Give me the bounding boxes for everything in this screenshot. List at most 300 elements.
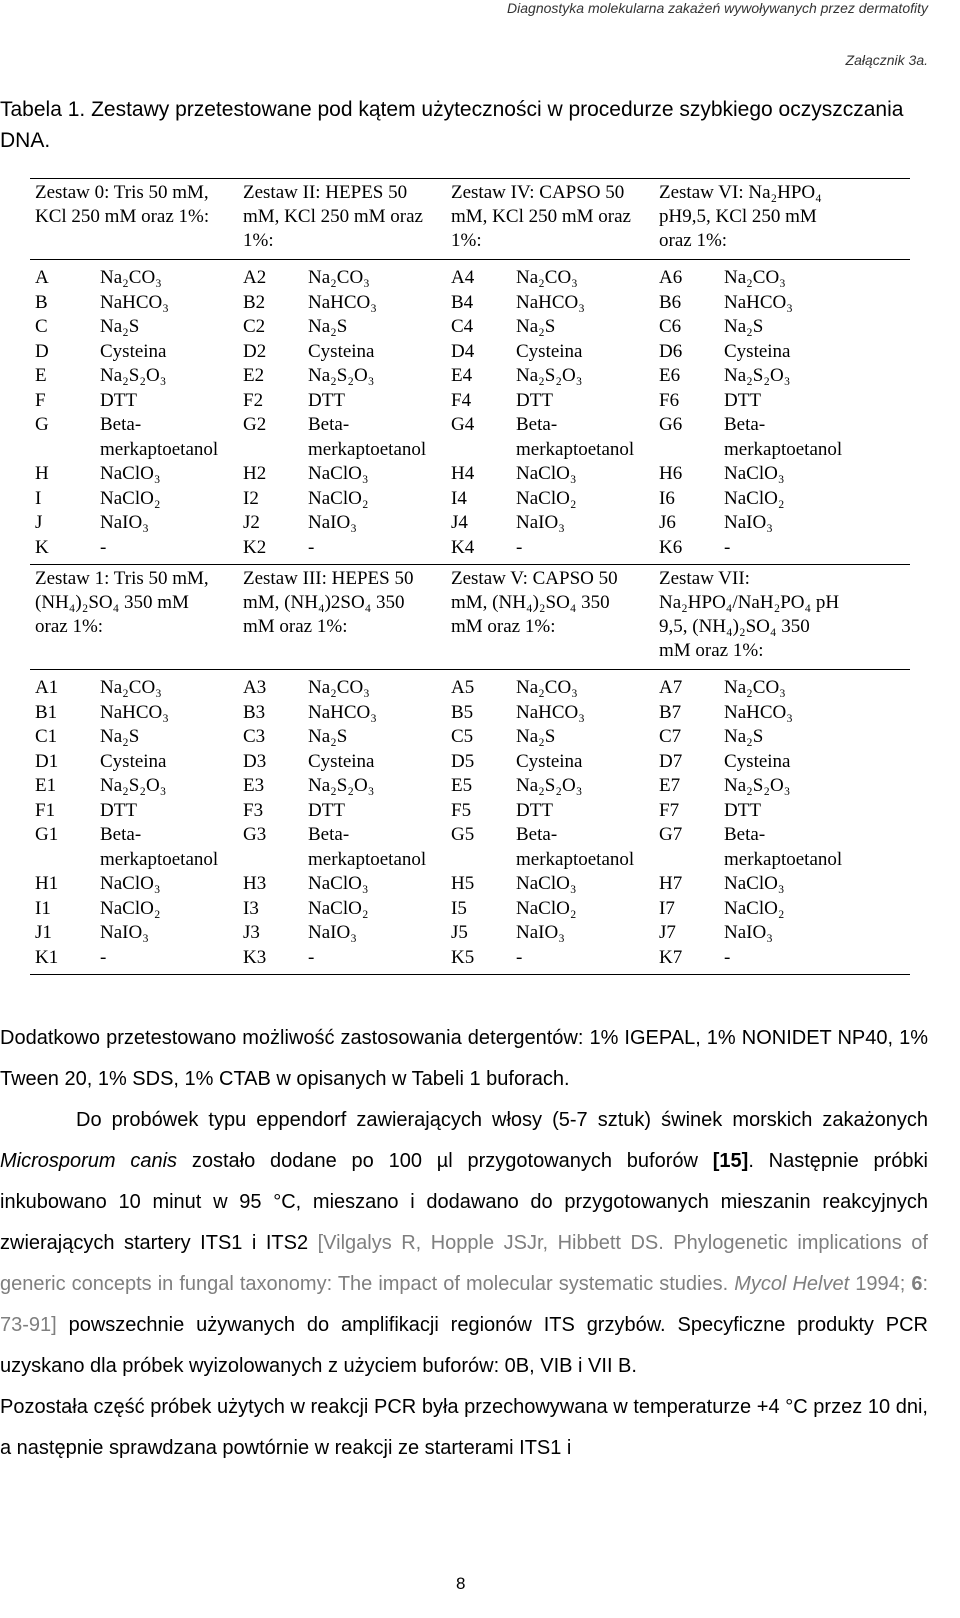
sample-code: D3 bbox=[243, 750, 267, 772]
table-row bbox=[238, 823, 446, 872]
reagent: NaClO₃ bbox=[516, 873, 577, 894]
reagent: - bbox=[516, 536, 523, 558]
reagent: NaIO₃ bbox=[100, 512, 149, 533]
sample-code: F3 bbox=[243, 799, 264, 821]
table-row bbox=[654, 462, 862, 487]
set-column bbox=[30, 676, 238, 970]
sample-code: B1 bbox=[35, 701, 58, 723]
table-row bbox=[238, 701, 446, 726]
table-row bbox=[30, 487, 238, 512]
table-row bbox=[654, 389, 862, 414]
table-row bbox=[238, 315, 446, 340]
table-row bbox=[238, 413, 446, 462]
sample-code: C5 bbox=[451, 726, 474, 747]
table-row bbox=[654, 823, 862, 872]
reagent: NaHCO₃ bbox=[724, 701, 793, 723]
sample-code: H1 bbox=[35, 873, 59, 894]
reagent: Na₂S bbox=[516, 726, 556, 747]
sample-code: K bbox=[35, 536, 49, 558]
table-body bbox=[30, 259, 910, 564]
reagent: NaIO₃ bbox=[724, 922, 773, 943]
sample-code: K2 bbox=[243, 536, 267, 558]
table-row bbox=[446, 291, 654, 316]
sample-code: A1 bbox=[35, 677, 59, 698]
reagent: Na₂CO₃ bbox=[100, 677, 162, 698]
reagent: Na₂S₂O₃ bbox=[308, 775, 375, 796]
table-row bbox=[446, 340, 654, 365]
table-row bbox=[446, 462, 654, 487]
sample-code: F1 bbox=[35, 799, 56, 821]
sample-code: B2 bbox=[243, 291, 266, 313]
sample-code: J3 bbox=[243, 922, 260, 943]
sample-code: B6 bbox=[659, 291, 682, 313]
sample-code: D4 bbox=[451, 340, 475, 362]
table-row bbox=[30, 511, 238, 536]
sample-code: E5 bbox=[451, 775, 473, 796]
table-row bbox=[654, 315, 862, 340]
sample-code: D bbox=[35, 340, 49, 362]
reagent: NaIO₃ bbox=[100, 922, 149, 943]
sample-code: E2 bbox=[243, 365, 265, 386]
sample-code: D6 bbox=[659, 340, 683, 362]
sample-code: G7 bbox=[659, 824, 683, 845]
reagent: DTT bbox=[308, 389, 345, 411]
reagent: - bbox=[516, 946, 523, 968]
table-row bbox=[238, 487, 446, 512]
reagent: Na₂S₂O₃ bbox=[308, 365, 375, 386]
reagent: NaClO₃ bbox=[724, 873, 785, 894]
sample-code: H5 bbox=[451, 873, 475, 894]
table-row bbox=[446, 872, 654, 897]
table-row bbox=[446, 266, 654, 291]
reagent: - bbox=[724, 946, 731, 968]
table-row bbox=[654, 897, 862, 922]
sample-code: C3 bbox=[243, 726, 266, 747]
set-column bbox=[238, 676, 446, 970]
reagent: - bbox=[308, 946, 315, 968]
reagent: NaIO₃ bbox=[516, 512, 565, 533]
reagent: DTT bbox=[516, 389, 553, 411]
procedure-text: zostało dodane po 100 µl przygotowanych buforów bbox=[177, 1150, 713, 1172]
set-column bbox=[654, 676, 862, 970]
sample-code: E4 bbox=[451, 365, 473, 386]
reagent: Beta-merkaptoetanol bbox=[724, 824, 843, 870]
reagent: NaClO₃ bbox=[516, 463, 577, 484]
table-row bbox=[654, 921, 862, 946]
reagent: NaClO₃ bbox=[100, 873, 161, 894]
reagent: Na₂S bbox=[724, 316, 764, 337]
sample-code: K5 bbox=[451, 946, 475, 968]
set-header: Zestaw 1: Tris 50 mM, (NH₄)₂SO₄ 350 mM oraz 1%: bbox=[35, 568, 209, 637]
table-row bbox=[446, 701, 654, 726]
sample-code: B5 bbox=[451, 701, 474, 723]
sample-code: A4 bbox=[451, 267, 475, 288]
reagent: Na₂CO₃ bbox=[516, 267, 578, 288]
table-row bbox=[238, 799, 446, 824]
table-row bbox=[654, 364, 862, 389]
table-row bbox=[238, 291, 446, 316]
reagent: NaClO₂ bbox=[724, 487, 785, 509]
reagent: - bbox=[308, 536, 315, 558]
sample-code: D5 bbox=[451, 750, 475, 772]
reagent: Beta-merkaptoetanol bbox=[516, 414, 635, 460]
table-row bbox=[30, 823, 238, 872]
table-row bbox=[446, 389, 654, 414]
reagent: Cysteina bbox=[100, 340, 167, 362]
sample-code: J4 bbox=[451, 512, 468, 533]
reagent: Na₂S bbox=[100, 726, 140, 747]
reagent: Na₂S₂O₃ bbox=[516, 365, 583, 386]
table-row bbox=[30, 897, 238, 922]
reagent: Beta-merkaptoetanol bbox=[308, 824, 427, 870]
reagent: NaClO₃ bbox=[308, 873, 369, 894]
table-caption: Tabela 1. Zestawy przetestowane pod kątem użyteczności w procedurze szybkiego oczyszczania DNA. bbox=[0, 98, 904, 152]
reagent: NaClO₃ bbox=[724, 463, 785, 484]
reagent: NaClO₂ bbox=[516, 897, 577, 919]
table-row bbox=[446, 413, 654, 462]
table-row bbox=[30, 774, 238, 799]
paragraph-storage: Pozostała część próbek użytych w reakcji PCR była przechowywana w temperaturze +4 °C przez 10 dni, a następnie sprawdzana powtórnie w reakcji ze starterami ITS1 i bbox=[0, 1396, 928, 1459]
sample-code: E3 bbox=[243, 775, 265, 796]
sample-code: F bbox=[35, 389, 46, 411]
reagent: Na₂CO₃ bbox=[308, 267, 370, 288]
table-row bbox=[30, 921, 238, 946]
sample-code: A3 bbox=[243, 677, 267, 698]
reagent: NaHCO₃ bbox=[516, 291, 585, 313]
table-row bbox=[654, 774, 862, 799]
sample-code: A7 bbox=[659, 677, 683, 698]
procedure-text: powszechnie używanych do amplifikacji regionów ITS grzybów. Specyficzne produkty PCR uzyskano dla próbek wyizolowanych z użyciem buforów: 0B, VIB i VII B. bbox=[0, 1314, 928, 1377]
reference-text: [Vilgalys R, Hopple JSJr, Hibbett DS. Phylogenetic implications of generic concepts in fungal taxonomy: The impact of molecular systematic studies. bbox=[0, 1232, 928, 1295]
reagent: Beta-merkaptoetanol bbox=[308, 414, 427, 460]
reagent: NaIO₃ bbox=[308, 922, 357, 943]
set-header: Zestaw VII: Na₂HPO₄/NaH₂PO₄ pH 9,5, (NH₄)₂SO₄ 350 mM oraz 1%: bbox=[659, 568, 840, 661]
table-body bbox=[30, 669, 910, 974]
sample-code: F7 bbox=[659, 799, 680, 821]
sample-code: C bbox=[35, 316, 48, 337]
sample-code: K4 bbox=[451, 536, 475, 558]
sample-code: G2 bbox=[243, 414, 267, 435]
table-row bbox=[446, 487, 654, 512]
sample-code: G bbox=[35, 414, 49, 435]
sample-code: I4 bbox=[451, 487, 467, 509]
sample-code: H6 bbox=[659, 463, 683, 484]
sample-code: G3 bbox=[243, 824, 267, 845]
sample-code: I bbox=[35, 487, 42, 509]
table-row bbox=[238, 774, 446, 799]
table-row bbox=[446, 364, 654, 389]
reagent: DTT bbox=[100, 389, 137, 411]
running-header-title: Diagnostyka molekularna zakażeń wywoływanych przez dermatofity bbox=[507, 0, 928, 16]
table-row bbox=[238, 921, 446, 946]
table-row bbox=[654, 750, 862, 775]
reagent: NaClO₂ bbox=[100, 487, 161, 509]
reagent: Na₂S bbox=[100, 316, 140, 337]
sample-code: K7 bbox=[659, 946, 683, 968]
table-row bbox=[238, 340, 446, 365]
table-row bbox=[446, 315, 654, 340]
reagent: Na₂CO₃ bbox=[724, 267, 786, 288]
sample-code: I1 bbox=[35, 897, 51, 919]
table-row bbox=[446, 536, 654, 561]
sample-code: A5 bbox=[451, 677, 475, 698]
table-row bbox=[30, 701, 238, 726]
table-row bbox=[30, 725, 238, 750]
reagent: NaHCO₃ bbox=[516, 701, 585, 723]
reagent: Na₂S₂O₃ bbox=[724, 775, 791, 796]
sample-code: D7 bbox=[659, 750, 683, 772]
table-row bbox=[654, 413, 862, 462]
reagent: Cysteina bbox=[308, 340, 375, 362]
reagent: NaHCO₃ bbox=[724, 291, 793, 313]
reagent: NaClO₂ bbox=[516, 487, 577, 509]
sample-code: B4 bbox=[451, 291, 474, 313]
table-row bbox=[238, 511, 446, 536]
species-name: Microsporum canis bbox=[0, 1150, 178, 1172]
table-row bbox=[654, 946, 862, 971]
sample-code: G6 bbox=[659, 414, 683, 435]
table-row bbox=[30, 340, 238, 365]
reagent: Cysteina bbox=[516, 750, 583, 772]
table-row bbox=[30, 750, 238, 775]
sample-code: C4 bbox=[451, 316, 474, 337]
reagent: NaClO₂ bbox=[100, 897, 161, 919]
sample-code: J5 bbox=[451, 922, 468, 943]
sample-code: B3 bbox=[243, 701, 266, 723]
table-row bbox=[30, 266, 238, 291]
reagent: NaIO₃ bbox=[724, 512, 773, 533]
sample-code: H4 bbox=[451, 463, 475, 484]
sample-code: I7 bbox=[659, 897, 675, 919]
table-row bbox=[654, 872, 862, 897]
sample-code: C7 bbox=[659, 726, 682, 747]
sample-code: I3 bbox=[243, 897, 259, 919]
sample-code: E1 bbox=[35, 775, 57, 796]
table-row bbox=[30, 389, 238, 414]
sample-code: G1 bbox=[35, 824, 59, 845]
set-column bbox=[238, 266, 446, 560]
reagent: Cysteina bbox=[516, 340, 583, 362]
reagent: DTT bbox=[100, 799, 137, 821]
sample-code: F4 bbox=[451, 389, 472, 411]
reagent: NaHCO₃ bbox=[100, 291, 169, 313]
reagent: Na₂S₂O₃ bbox=[100, 365, 167, 386]
reagent: NaClO₂ bbox=[308, 487, 369, 509]
paragraph-procedure bbox=[0, 1100, 928, 1387]
sample-code: G4 bbox=[451, 414, 475, 435]
sample-code: J2 bbox=[243, 512, 260, 533]
sample-code: C6 bbox=[659, 316, 682, 337]
table-row bbox=[446, 750, 654, 775]
reagent: - bbox=[100, 536, 107, 558]
table-row bbox=[30, 946, 238, 971]
reagent: Na₂S bbox=[724, 726, 764, 747]
table-row bbox=[30, 413, 238, 462]
reagent: Cysteina bbox=[724, 340, 791, 362]
table-row bbox=[654, 266, 862, 291]
set-column bbox=[446, 266, 654, 560]
reagent: Na₂CO₃ bbox=[516, 677, 578, 698]
reagent: NaIO₃ bbox=[308, 512, 357, 533]
sample-code: D1 bbox=[35, 750, 59, 772]
sample-code: E6 bbox=[659, 365, 681, 386]
body-text bbox=[0, 1018, 928, 1469]
reagent: Na₂S bbox=[516, 316, 556, 337]
table-row bbox=[446, 676, 654, 701]
reagent: Beta-merkaptoetanol bbox=[516, 824, 635, 870]
sample-code: J6 bbox=[659, 512, 676, 533]
reagent: NaClO₂ bbox=[724, 897, 785, 919]
table-row bbox=[238, 364, 446, 389]
reagent: Beta-merkaptoetanol bbox=[724, 414, 843, 460]
table-row bbox=[654, 676, 862, 701]
procedure-text: . Następnie próbki inkubowano 10 minut w 95 °C, mieszano i dodawano do przygotowanych mieszanin reakcyjnych zwierających startery ITS1 i ITS2 bbox=[0, 1150, 928, 1254]
buffer-sets-table bbox=[30, 178, 910, 975]
table-row bbox=[654, 536, 862, 561]
sample-code: C1 bbox=[35, 726, 58, 747]
reagent: Na₂S bbox=[308, 726, 348, 747]
reagent: Na₂CO₃ bbox=[100, 267, 162, 288]
table-row bbox=[30, 291, 238, 316]
table-row bbox=[446, 725, 654, 750]
paragraph-detergents: Dodatkowo przetestowano możliwość zastosowania detergentów: 1% IGEPAL, 1% NONIDET NP40, 1% Tween 20, 1% SDS, 1% CTAB w opisanych w Tabeli 1 buforach. bbox=[0, 1027, 928, 1090]
table-row bbox=[238, 536, 446, 561]
page-number: 8 bbox=[456, 1574, 466, 1593]
table-row bbox=[446, 774, 654, 799]
table-header-row bbox=[30, 564, 910, 669]
sample-code: I6 bbox=[659, 487, 675, 509]
table-row bbox=[238, 725, 446, 750]
table-row bbox=[654, 725, 862, 750]
reagent: NaHCO₃ bbox=[100, 701, 169, 723]
sample-code: A6 bbox=[659, 267, 683, 288]
table-row bbox=[238, 389, 446, 414]
sample-code: H7 bbox=[659, 873, 683, 894]
sample-code: G5 bbox=[451, 824, 475, 845]
sample-code: I2 bbox=[243, 487, 259, 509]
reference-journal: Mycol Helvet bbox=[734, 1273, 850, 1295]
table-row bbox=[446, 511, 654, 536]
reagent: Na₂S bbox=[308, 316, 348, 337]
reagent: DTT bbox=[724, 799, 761, 821]
procedure-text: Do probówek typu eppendorf zawierających włosy (5-7 sztuk) świnek morskich zakażonych bbox=[76, 1109, 928, 1131]
reagent: DTT bbox=[516, 799, 553, 821]
sample-code: F2 bbox=[243, 389, 264, 411]
reagent: DTT bbox=[308, 799, 345, 821]
table-row bbox=[654, 701, 862, 726]
reagent: Na₂S₂O₃ bbox=[100, 775, 167, 796]
table-header-row bbox=[30, 179, 910, 259]
set-column bbox=[30, 266, 238, 560]
table-row bbox=[30, 676, 238, 701]
sample-code: E bbox=[35, 365, 47, 386]
set-column bbox=[446, 676, 654, 970]
reagent: NaClO₃ bbox=[308, 463, 369, 484]
sample-code: F5 bbox=[451, 799, 472, 821]
sample-code: K3 bbox=[243, 946, 267, 968]
table-row bbox=[30, 799, 238, 824]
table-row bbox=[30, 315, 238, 340]
reagent: NaIO₃ bbox=[516, 922, 565, 943]
sample-code: J7 bbox=[659, 922, 676, 943]
table-row bbox=[654, 487, 862, 512]
table-row bbox=[30, 364, 238, 389]
sample-code: I5 bbox=[451, 897, 467, 919]
reference-volume: 6 bbox=[911, 1273, 923, 1295]
sample-code: A bbox=[35, 267, 49, 288]
reagent: NaHCO₃ bbox=[308, 701, 377, 723]
table-row bbox=[654, 511, 862, 536]
sample-code: K6 bbox=[659, 536, 683, 558]
table-row bbox=[238, 462, 446, 487]
table-row bbox=[30, 536, 238, 561]
table-row bbox=[446, 897, 654, 922]
sample-code: H bbox=[35, 463, 49, 484]
table-row bbox=[238, 872, 446, 897]
sample-code: C2 bbox=[243, 316, 266, 337]
set-header: Zestaw V: CAPSO 50 mM, (NH₄)₂SO₄ 350 mM oraz 1%: bbox=[451, 568, 618, 637]
table-row bbox=[654, 799, 862, 824]
table-row bbox=[446, 946, 654, 971]
sample-code: K1 bbox=[35, 946, 59, 968]
table-row bbox=[654, 291, 862, 316]
reagent: Na₂CO₃ bbox=[724, 677, 786, 698]
set-header: Zestaw 0: Tris 50 mM, KCl 250 mM oraz 1%: bbox=[35, 182, 210, 227]
sample-code: H2 bbox=[243, 463, 267, 484]
sample-code: J bbox=[35, 512, 43, 533]
sample-code: J1 bbox=[35, 922, 52, 943]
reagent: Na₂CO₃ bbox=[308, 677, 370, 698]
reagent: Beta-merkaptoetanol bbox=[100, 414, 219, 460]
table-row bbox=[30, 872, 238, 897]
set-header: Zestaw II: HEPES 50 mM, KCl 250 mM oraz 1%: bbox=[243, 182, 423, 251]
sample-code: E7 bbox=[659, 775, 681, 796]
table-row bbox=[238, 750, 446, 775]
sample-code: D2 bbox=[243, 340, 267, 362]
reagent: NaHCO₃ bbox=[308, 291, 377, 313]
reagent: Cysteina bbox=[308, 750, 375, 772]
reagent: DTT bbox=[724, 389, 761, 411]
reagent: Cysteina bbox=[724, 750, 791, 772]
reagent: Na₂S₂O₃ bbox=[724, 365, 791, 386]
table-row bbox=[238, 266, 446, 291]
reagent: Beta-merkaptoetanol bbox=[100, 824, 219, 870]
sample-code: H3 bbox=[243, 873, 267, 894]
reference-text: 1994; bbox=[849, 1273, 912, 1295]
table-row bbox=[238, 897, 446, 922]
table-row bbox=[238, 676, 446, 701]
reagent: NaClO₂ bbox=[308, 897, 369, 919]
reagent: Na₂S₂O₃ bbox=[516, 775, 583, 796]
reagent: NaClO₃ bbox=[100, 463, 161, 484]
set-header: Zestaw III: HEPES 50 mM, (NH₄)2SO₄ 350 mM oraz 1%: bbox=[243, 568, 414, 637]
set-header: Zestaw VI: Na₂HPO₄ pH9,5, KCl 250 mM oraz 1%: bbox=[659, 182, 822, 251]
sample-code: A2 bbox=[243, 267, 267, 288]
table-row bbox=[446, 921, 654, 946]
set-header: Zestaw IV: CAPSO 50 mM, KCl 250 mM oraz 1%: bbox=[451, 182, 631, 251]
citation-ref: [15] bbox=[712, 1150, 749, 1172]
reference-text: : 73-91] bbox=[0, 1273, 928, 1336]
reagent: Cysteina bbox=[100, 750, 167, 772]
table-row bbox=[446, 799, 654, 824]
reagent: - bbox=[100, 946, 107, 968]
reagent: - bbox=[724, 536, 731, 558]
sample-code: B bbox=[35, 291, 48, 313]
annex-label: Załącznik 3a. bbox=[845, 52, 928, 68]
table-row bbox=[446, 823, 654, 872]
table-row bbox=[30, 462, 238, 487]
table-row bbox=[654, 340, 862, 365]
